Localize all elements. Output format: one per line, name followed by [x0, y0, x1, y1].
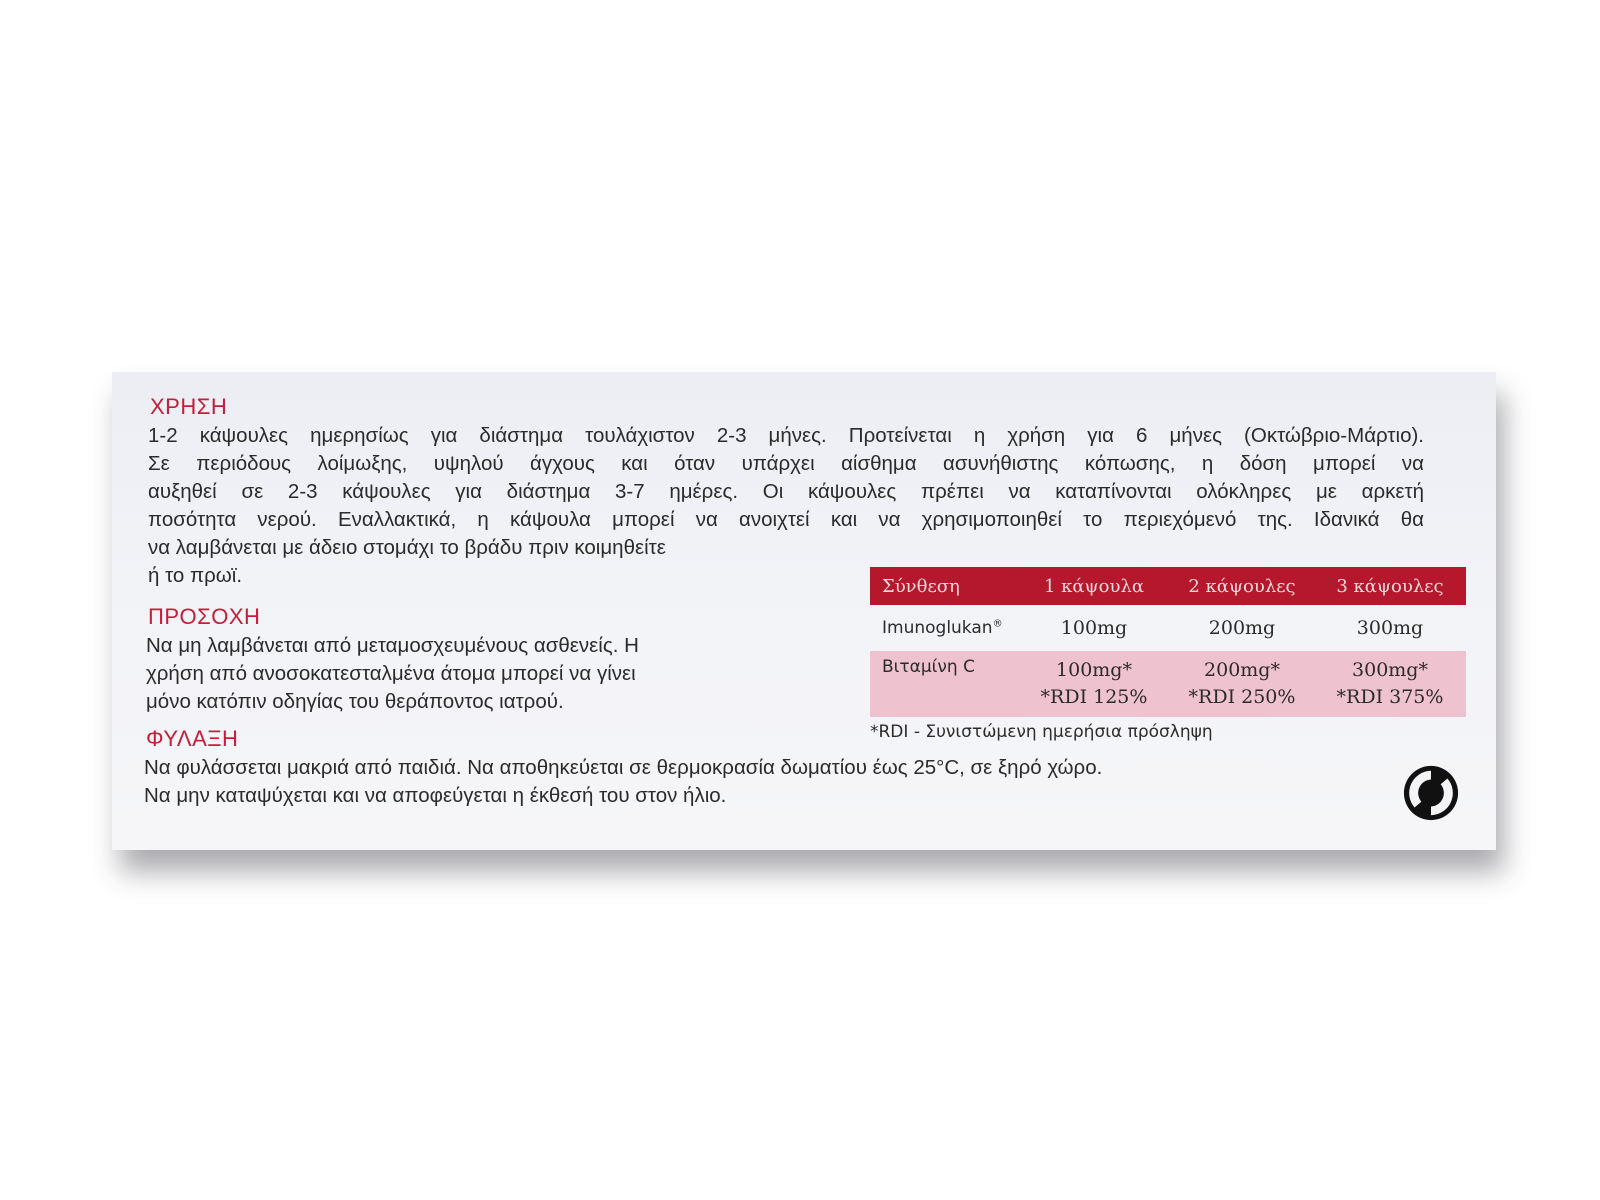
table-cell [1020, 657, 1168, 711]
usage-line: αυξηθεί σε 2-3 κάψουλες για διάστημα 3-7 ημέρες. Οι κάψουλες πρέπει να καταπίνονται ολόκληρες με αρκετή [148, 480, 1424, 503]
header-cell: Σύνθεση [882, 575, 960, 597]
header-cell: 2 κάψουλες [1188, 575, 1296, 597]
header-cell: 3 κάψουλες [1336, 575, 1444, 597]
usage-line: Σε περιόδους λοίμωξης, υψηλού άγχους και όταν υπάρχει αίσθημα ασυνήθιστης κόπωσης, η δόση μπορεί να [148, 452, 1424, 475]
dose-value: 200mg* [1204, 659, 1280, 681]
usage-line: ποσότητα νερού. Εναλλακτικά, η κάψουλα μπορεί να ανοιχτεί και να χρησιμοποιηθεί το περιεχόμενό της. Ιδανικά θα [148, 508, 1424, 531]
storage-heading: ΦΥΛΑΞΗ [146, 726, 239, 751]
table-cell: 100mg [1060, 617, 1128, 639]
usage-line: 1-2 κάψουλες ημερησίως για διάστημα τουλάχιστον 2-3 μήνες. Προτείνεται η χρήση για 6 μήνες (Οκτώβριο-Μάρτιο). [148, 424, 1424, 447]
green-dot-recycling-icon [1402, 764, 1460, 822]
storage-line: Να φυλάσσεται μακριά από παιδιά. Να αποθηκεύεται σε θερμοκρασία δωματίου έως 25°C, σε ξηρό χώρο. [144, 756, 1103, 779]
rdi-footnote: *RDI - Συνιστώμενη ημερήσια πρόσληψη [870, 722, 1213, 742]
usage-heading: ΧΡΗΣΗ [150, 394, 228, 419]
usage-line: να λαμβάνεται με άδειο στομάχι το βράδυ πριν κοιμηθείτε [148, 536, 666, 559]
caution-heading: ΠΡΟΣΟΧΗ [148, 604, 261, 629]
rdi-value: *RDI 125% [1040, 686, 1148, 708]
composition-table [870, 567, 1466, 717]
product-box-side-panel [112, 372, 1496, 850]
table-cell: 200mg [1208, 617, 1276, 639]
table-cell [1316, 657, 1464, 711]
rdi-value: *RDI 250% [1188, 686, 1296, 708]
dose-value: 100mg* [1056, 659, 1132, 681]
ingredient-name: Βιταμίνη C [882, 657, 975, 677]
header-cell: 1 κάψουλα [1043, 575, 1145, 597]
table-cell: 300mg [1356, 617, 1424, 639]
composition-table-header [870, 567, 1466, 605]
storage-line: Να μην καταψύχεται και να αποφεύγεται η έκθεσή του στον ήλιο. [144, 784, 727, 807]
usage-text [148, 422, 1424, 590]
caution-line: χρήση από ανοσοκατεσταλμένα άτομα μπορεί να γίνει [146, 662, 636, 685]
ingredient-name [870, 618, 1020, 638]
caution-line: μόνο κατόπιν οδηγίας του θεράποντος ιατρού. [146, 690, 564, 713]
registered-mark: ® [992, 618, 1003, 630]
rdi-value: *RDI 375% [1336, 686, 1444, 708]
ingredient-label: Imunoglukan [882, 618, 993, 638]
table-row [870, 605, 1466, 651]
dose-value: 300mg* [1352, 659, 1428, 681]
table-row [870, 651, 1466, 717]
table-cell [1168, 657, 1316, 711]
storage-text [144, 754, 1344, 810]
caution-line: Να μη λαμβάνεται από μεταμοσχευμένους ασθενείς. Η [146, 634, 639, 657]
usage-line: ή το πρωϊ. [148, 564, 243, 587]
caution-text [146, 632, 766, 716]
